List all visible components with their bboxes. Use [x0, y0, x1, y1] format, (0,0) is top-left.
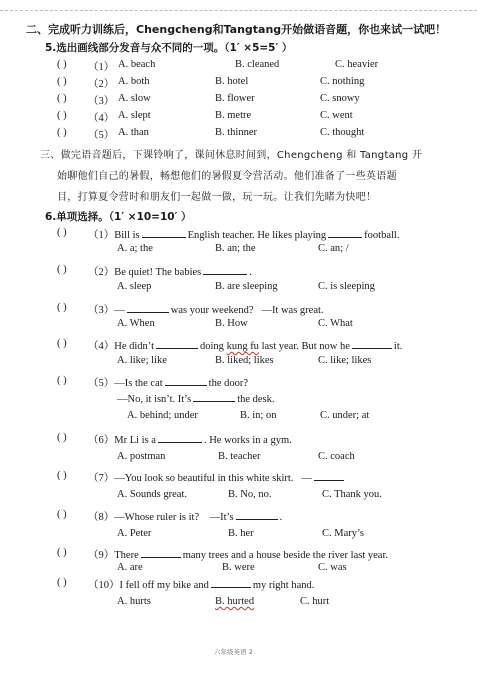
option-a: A. hurts: [117, 596, 151, 607]
question-stem: （8）—Whose ruler is it? —It’s .: [88, 512, 283, 523]
answer-blank[interactable]: [193, 392, 235, 402]
keyword-kung-fu: kung fu: [226, 341, 259, 352]
answer-paren[interactable]: ( ): [57, 432, 67, 443]
option-b: B. How: [215, 318, 248, 329]
answer-blank[interactable]: [203, 265, 247, 275]
answer-blank[interactable]: [158, 433, 202, 443]
section3-line3: 目，打算夏令营时和朋友们一起做一做，玩一玩。让我们先睹为快吧！: [57, 192, 377, 203]
answer-paren[interactable]: ( ): [57, 93, 67, 104]
answer-paren[interactable]: ( ): [57, 577, 67, 588]
question-number: （4）: [88, 341, 115, 352]
option-a: A. sleep: [117, 281, 152, 292]
option-b: B. No, no.: [228, 489, 272, 500]
option-c: C. What: [318, 318, 353, 329]
option-b: B. thinner: [215, 127, 257, 138]
question-number: （8）: [88, 512, 115, 523]
answer-blank[interactable]: [156, 339, 198, 349]
answer-paren[interactable]: ( ): [57, 76, 67, 87]
answer-paren[interactable]: ( ): [57, 302, 67, 313]
option-c: C. was: [318, 562, 347, 573]
question-stem: （9）There many trees and a house beside the river last year.: [88, 550, 388, 561]
question-number: （3）: [88, 96, 115, 107]
option-c: C. Thank you.: [322, 489, 382, 500]
option-b: B. teacher: [218, 451, 261, 462]
section2-title: 二、完成听力训练后，Chengcheng和Tangtang开始做语音题，你也来试一试吧！: [26, 23, 447, 36]
answer-paren[interactable]: ( ): [57, 127, 67, 138]
answer-paren[interactable]: ( ): [57, 509, 67, 520]
question-stem: （10）I fell off my bike and my right hand.: [88, 580, 315, 591]
question-number: （4）: [88, 113, 115, 124]
option-b: B. an; the: [215, 243, 256, 254]
q5-title: 5.选出画线部分发音与众不同的一项。（1′ ×5=5′ ）: [45, 42, 293, 54]
option-a: A. beach: [118, 59, 156, 70]
question-stem-line2: —No, it isn’t. It’s the desk.: [117, 394, 275, 405]
question-number: （10）: [88, 580, 120, 591]
option-a: A. postman: [117, 451, 166, 462]
answer-paren[interactable]: ( ): [57, 338, 67, 349]
option-b: B. were: [222, 562, 255, 573]
question-stem: （6）Mr Li is a . He works in a gym.: [88, 435, 292, 446]
option-a: A. Sounds great.: [117, 489, 187, 500]
option-b: B. her: [228, 528, 254, 539]
section3-line1: 三、做完语音题后，下课铃响了，课间休息时间到，Chengcheng 和 Tangtang 开: [40, 150, 423, 161]
question-stem: （5）—Is the cat the door?: [88, 378, 249, 389]
page-footer: 六年级英语 2: [214, 648, 253, 656]
question-number: （5）: [88, 378, 115, 389]
answer-paren[interactable]: ( ): [57, 110, 67, 121]
option-a: A. a; the: [117, 243, 153, 254]
option-b: B. metre: [215, 110, 252, 121]
option-c: C. went: [320, 110, 353, 121]
question-stem: （7）—You look so beautiful in this white skirt. —: [88, 470, 346, 485]
q6-title: 6.单项选择。（1′ ×10=10′ ）: [45, 211, 192, 223]
section3-line2: 始聊他们自己的暑假，畅想他们的暑假夏令营活动。他们准备了一些英语题: [57, 171, 397, 182]
option-b: B. in; on: [240, 410, 277, 421]
option-c: C. nothing: [320, 76, 365, 87]
option-c: C. an; /: [318, 243, 349, 254]
option-c: C. coach: [318, 451, 355, 462]
question-stem: （2）Be quiet! The babies .: [88, 267, 252, 278]
option-c: C. hurt: [300, 596, 330, 607]
option-b: B. flower: [215, 93, 255, 104]
answer-paren[interactable]: ( ): [57, 470, 67, 481]
option-b: B. hotel: [215, 76, 249, 87]
option-a: A. slept: [118, 110, 151, 121]
option-a: A. slow: [118, 93, 151, 104]
answer-blank[interactable]: [236, 510, 278, 520]
answer-blank[interactable]: [352, 339, 392, 349]
option-a: A. are: [117, 562, 143, 573]
question-stem: （1）Bill is English teacher. He likes playing football.: [88, 230, 400, 241]
question-stem: （4）He didn’t doing kung fu last year. But now he it.: [88, 341, 403, 352]
page-top-edge: [0, 0, 477, 11]
option-b: B. cleaned: [235, 59, 280, 70]
question-number: （2）: [88, 79, 115, 90]
question-number: （2）: [88, 267, 115, 278]
option-c: C. like; likes: [318, 355, 372, 366]
option-c: C. heavier: [335, 59, 379, 70]
option-b: B. liked; likes: [215, 355, 274, 366]
question-number: （3）: [88, 305, 115, 316]
option-b: B. are sleeping: [215, 281, 278, 292]
question-number: （5）: [88, 130, 115, 141]
answer-blank[interactable]: [127, 303, 169, 313]
option-c: C. under; at: [320, 410, 370, 421]
question-number: （1）: [88, 62, 115, 73]
question-number: （6）: [88, 435, 115, 446]
answer-blank[interactable]: [211, 578, 251, 588]
question-number: （1）: [88, 230, 115, 241]
option-c: C. is sleeping: [318, 281, 375, 292]
option-a: A. than: [118, 127, 149, 138]
answer-paren[interactable]: ( ): [57, 547, 67, 558]
option-a: A. behind; under: [127, 410, 198, 421]
question-stem: （3）— was your weekend? —It was great.: [88, 305, 324, 316]
option-c: C. Mary’s: [322, 528, 364, 539]
option-a: A. like; like: [117, 355, 167, 366]
option-c: C. snowy: [320, 93, 360, 104]
option-c: C. thought: [320, 127, 365, 138]
answer-paren[interactable]: ( ): [57, 375, 67, 386]
answer-blank[interactable]: [328, 228, 362, 238]
answer-blank[interactable]: [314, 471, 344, 481]
option-a: A. Peter: [117, 528, 152, 539]
question-number: （7）: [88, 473, 115, 484]
option-a: A. both: [118, 76, 150, 87]
option-b: B. hurted: [215, 596, 255, 607]
question-number: （9）: [88, 550, 115, 561]
answer-paren[interactable]: ( ): [57, 59, 67, 70]
answer-paren[interactable]: ( ): [57, 227, 67, 238]
answer-blank[interactable]: [142, 228, 186, 238]
answer-blank[interactable]: [165, 376, 207, 386]
answer-paren[interactable]: ( ): [57, 264, 67, 275]
answer-blank[interactable]: [141, 548, 181, 558]
option-a: A. When: [117, 318, 155, 329]
